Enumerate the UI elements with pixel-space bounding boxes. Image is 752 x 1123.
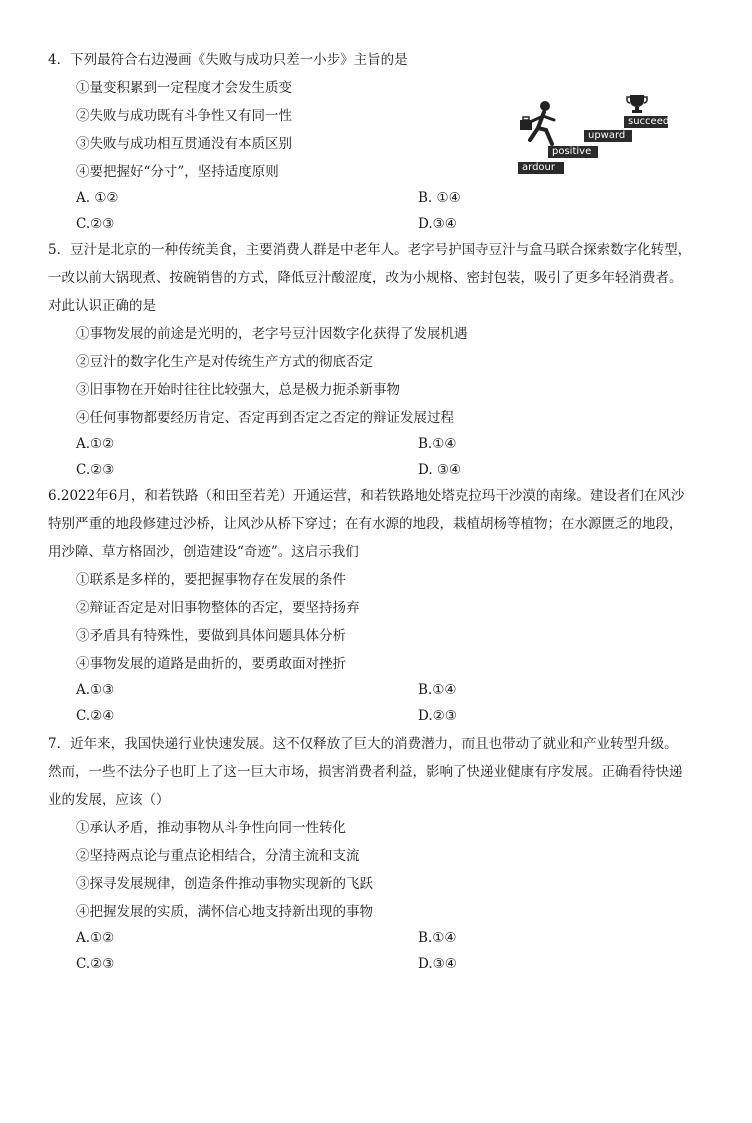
step-ardour: ardour bbox=[518, 162, 564, 174]
q4-stem: 4．下列最符合右边漫画《失败与成功只差一小步》主旨的是 bbox=[48, 52, 408, 68]
q5-answer-d: D. ③④ bbox=[418, 462, 462, 478]
q7-option-3: ③探寻发展规律，创造条件推动事物实现新的飞跃 bbox=[76, 876, 373, 892]
q6-answer-a: A.①③ bbox=[76, 682, 115, 698]
success-steps-cartoon bbox=[500, 72, 668, 176]
q5-stem-line-2: 一改以前大锅现煮、按碗销售的方式，降低豆汁酸涩度，改为小规格、密封包装，吸引了更多年轻消费者。 bbox=[48, 270, 683, 286]
q7-answer-d: D.③④ bbox=[418, 956, 457, 972]
q6-answer-c: C.②④ bbox=[76, 708, 115, 724]
q5-stem-line-1: 5．豆汁是北京的一种传统美食，主要消费人群是中老年人。老字号护国寺豆汁与盒马联合探索数字化转型， bbox=[48, 242, 692, 258]
q4-answer-a: A. ①② bbox=[76, 190, 119, 206]
q6-stem-line-1: 6.2022年6月，和若铁路（和田至若羌）开通运营，和若铁路地处塔克拉玛干沙漠的南缘。建设者们在风沙 bbox=[48, 488, 685, 504]
q5-stem-line-3: 对此认识正确的是 bbox=[48, 298, 156, 314]
q4-option-3: ③失败与成功相互贯通没有本质区别 bbox=[76, 136, 292, 152]
q4-option-2: ②失败与成功既有斗争性又有同一性 bbox=[76, 108, 292, 124]
q4-option-1: ①量变积累到一定程度才会发生质变 bbox=[76, 80, 292, 96]
q6-option-3: ③矛盾具有特殊性，要做到具体问题具体分析 bbox=[76, 628, 346, 644]
q5-answer-a: A.①② bbox=[76, 436, 115, 452]
q4-answer-b: B. ①④ bbox=[418, 190, 461, 206]
q6-answer-d: D.②③ bbox=[418, 708, 457, 724]
q5-option-2: ②豆汁的数字化生产是对传统生产方式的彻底否定 bbox=[76, 354, 373, 370]
q6-option-1: ①联系是多样的，要把握事物存在发展的条件 bbox=[76, 572, 346, 588]
q5-answer-c: C.②③ bbox=[76, 462, 115, 478]
running-man-with-briefcase-icon bbox=[518, 100, 564, 148]
q6-option-4: ④事物发展的道路是曲折的，要勇敢面对挫折 bbox=[76, 656, 346, 672]
q7-option-1: ①承认矛盾，推动事物从斗争性向同一性转化 bbox=[76, 820, 346, 836]
q7-stem-line-3: 业的发展，应该（） bbox=[48, 792, 170, 808]
q5-answer-b: B.①④ bbox=[418, 436, 457, 452]
q5-option-4: ④任何事物都要经历肯定、否定再到否定之否定的辩证发展过程 bbox=[76, 410, 454, 426]
step-succeed: succeed bbox=[624, 116, 668, 128]
q4-answer-d: D.③④ bbox=[418, 216, 457, 232]
trophy-icon bbox=[626, 94, 648, 114]
q7-answer-c: C.②③ bbox=[76, 956, 115, 972]
q6-stem-line-3: 用沙障、草方格固沙，创造建设“奇迹”。这启示我们 bbox=[48, 544, 359, 560]
q5-option-1: ①事物发展的前途是光明的，老字号豆汁因数字化获得了发展机遇 bbox=[76, 326, 468, 342]
q7-answer-a: A.①② bbox=[76, 930, 115, 946]
q4-answer-c: C.②③ bbox=[76, 216, 115, 232]
q7-stem-line-1: 7．近年来，我国快递行业快速发展。这不仅释放了巨大的消费潜力，而且也带动了就业和产业转型升级。 bbox=[48, 736, 678, 752]
q7-option-2: ②坚持两点论与重点论相结合，分清主流和支流 bbox=[76, 848, 360, 864]
q6-answer-b: B.①④ bbox=[418, 682, 457, 698]
step-positive: positive bbox=[548, 146, 598, 158]
q7-answer-b: B.①④ bbox=[418, 930, 457, 946]
q7-option-4: ④把握发展的实质，满怀信心地支持新出现的事物 bbox=[76, 904, 373, 920]
q6-option-2: ②辩证否定是对旧事物整体的否定，要坚持扬弃 bbox=[76, 600, 360, 616]
q7-stem-line-2: 然而，一些不法分子也盯上了这一巨大市场，损害消费者利益，影响了快递业健康有序发展。正确看待快递 bbox=[48, 764, 683, 780]
q5-option-3: ③旧事物在开始时往往比较强大，总是极力扼杀新事物 bbox=[76, 382, 400, 398]
q4-option-4: ④要把握好“分寸”，坚持适度原则 bbox=[76, 164, 279, 180]
step-upward: upward bbox=[584, 130, 632, 142]
q6-stem-line-2: 特别严重的地段修建过沙桥，让风沙从桥下穿过；在有水源的地段，栽植胡杨等植物；在水源匮乏的地段， bbox=[48, 516, 683, 532]
